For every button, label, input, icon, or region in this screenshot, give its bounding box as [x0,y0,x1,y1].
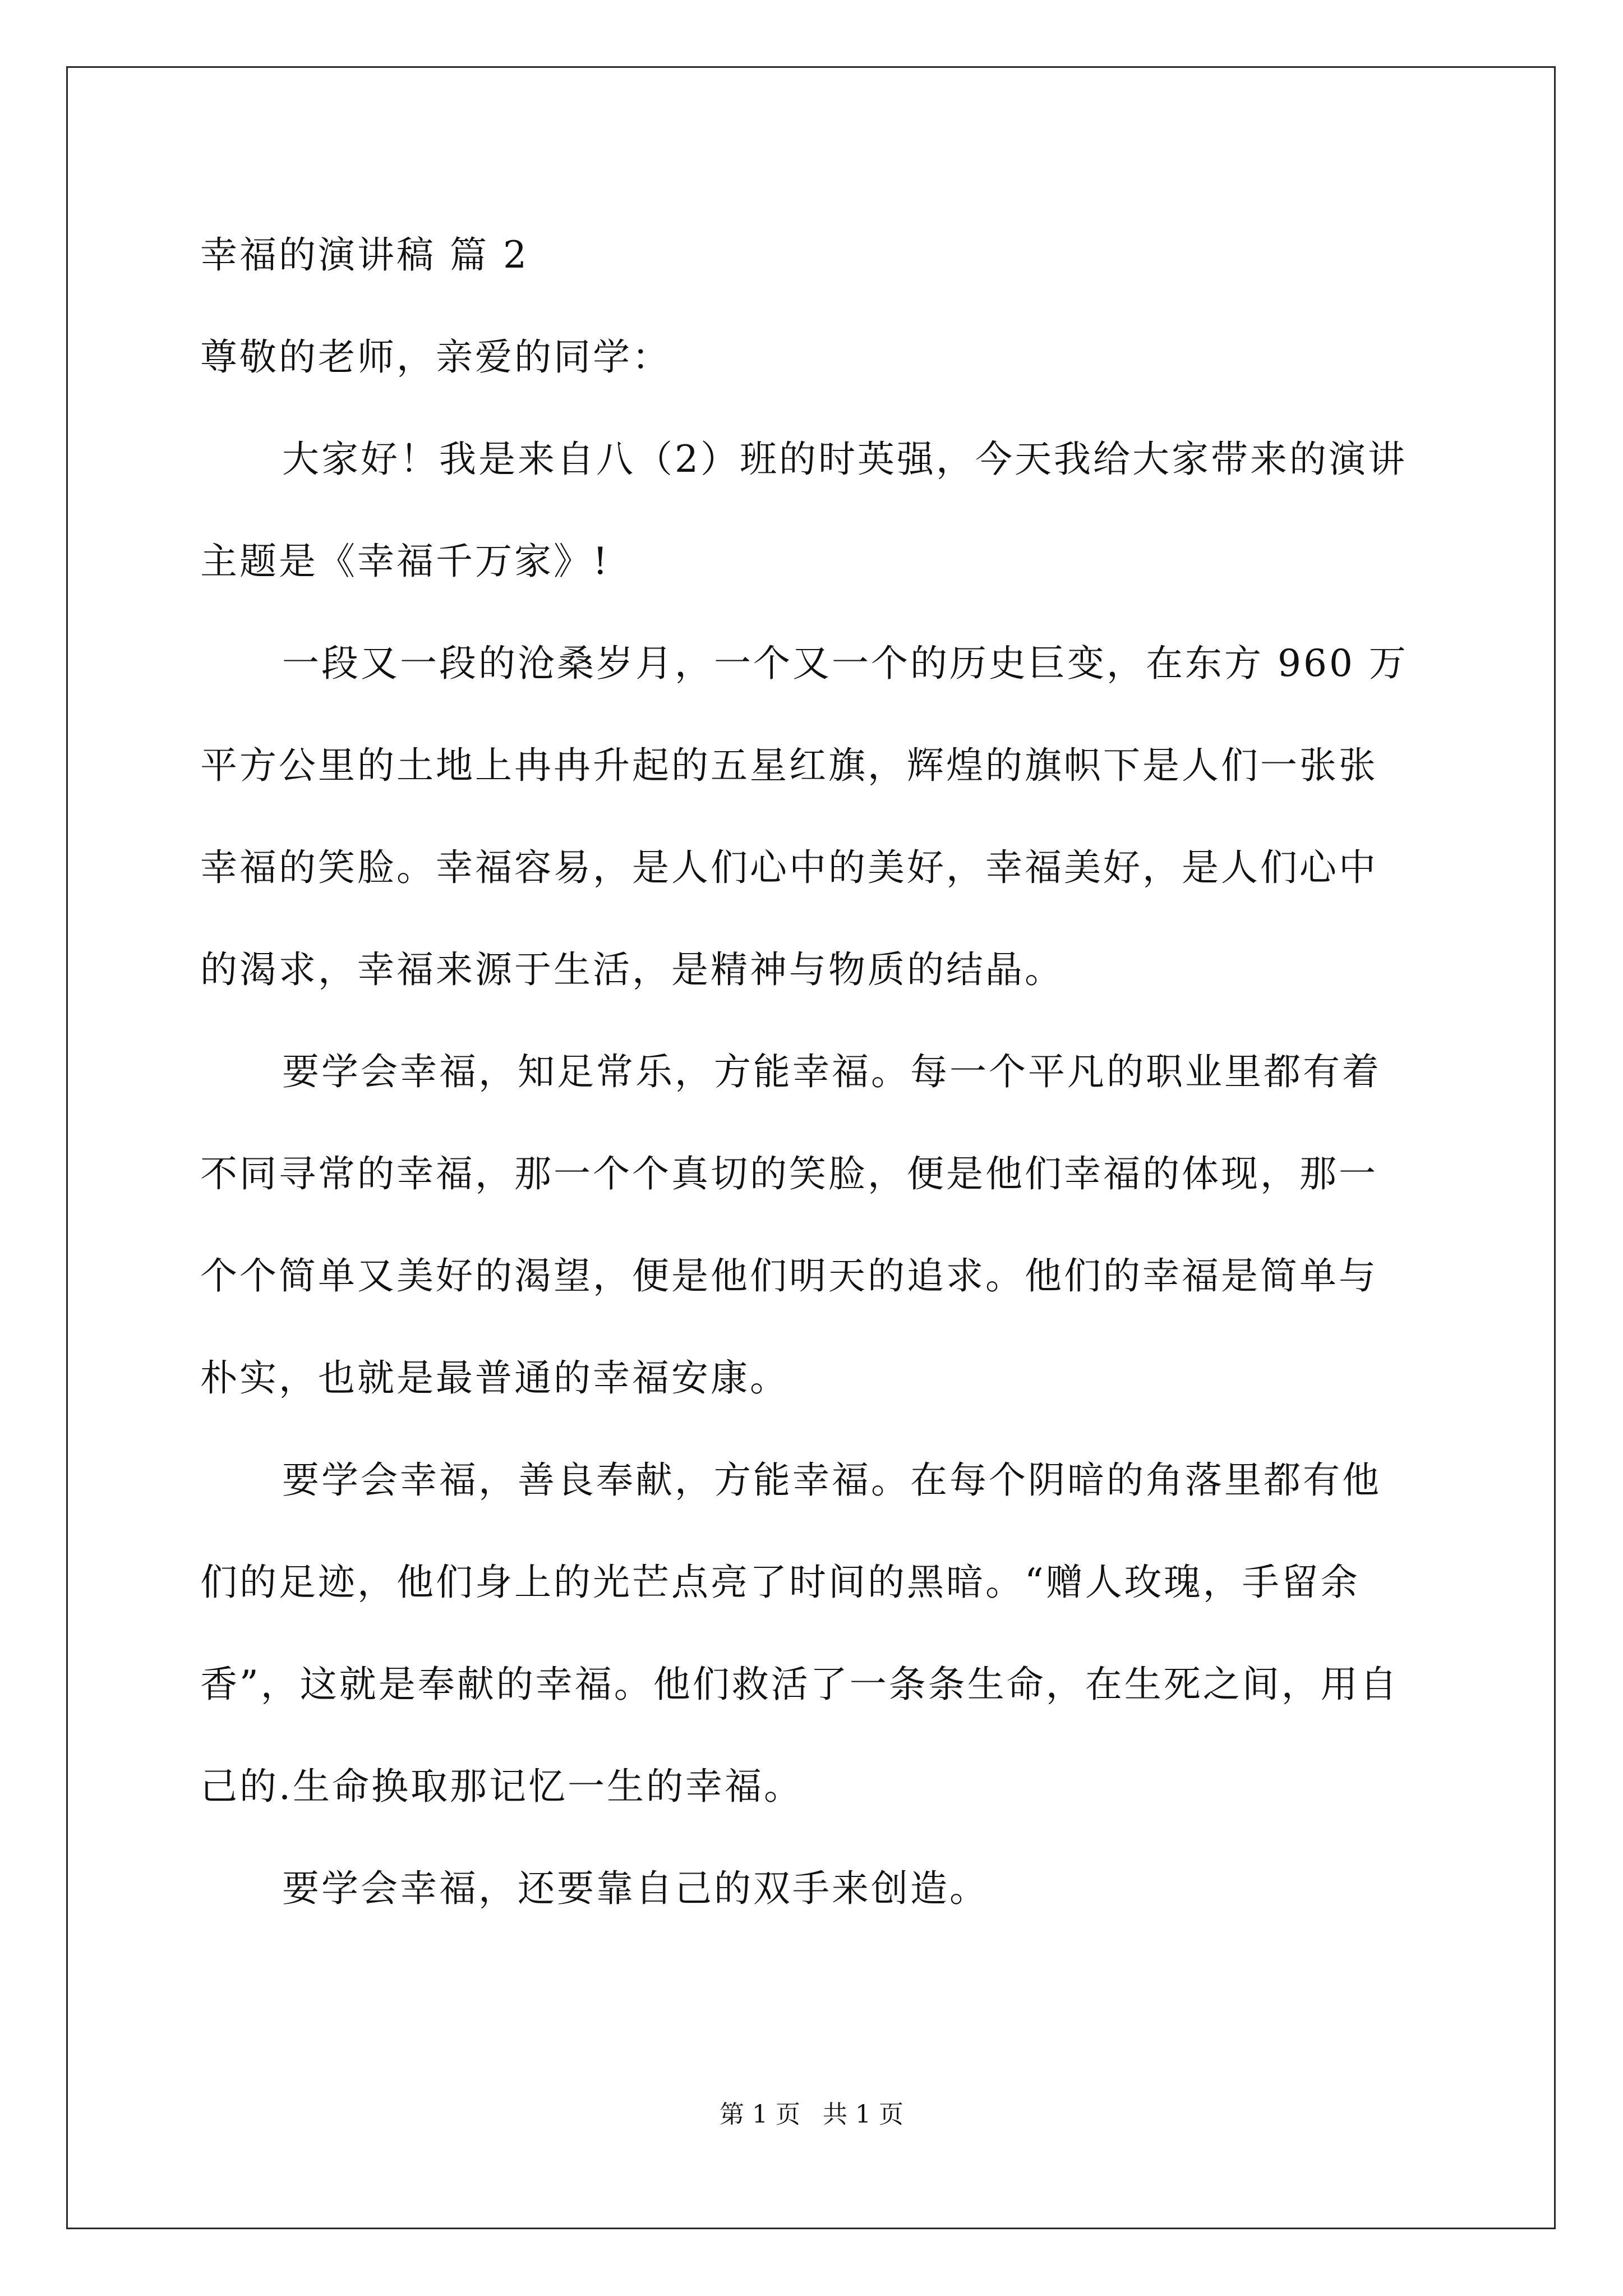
paragraph-line: 的渴求，幸福来源于生活，是精神与物质的结晶。 [200,948,1064,991]
paragraph-line: 要学会幸福，还要靠自己的双手来创造。 [282,1867,989,1910]
paragraph [200,633,1426,1001]
paragraph-line: 朴实，也就是最普通的幸福安康。 [200,1356,789,1400]
paragraph-line: 要学会幸福，善良奉献，方能幸福。在每个阴暗的角落里都有他 [282,1458,1381,1502]
paragraph-line: 们的足迹，他们身上的光芒点亮了时间的黑暗。“赠人玫瑰，手留余 [200,1561,1360,1604]
paragraph [200,1450,1426,1818]
paragraph-line: 幸福的笑脸。幸福容易，是人们心中的美好，幸福美好，是人们心中 [200,846,1378,889]
paragraph-line: 己的.生命换取那记忆一生的幸福。 [200,1765,803,1808]
document-body [200,224,1426,1920]
page-number: 第 1 页 [720,2100,800,2129]
paragraph-line: 一段又一段的沧桑岁月，一个又一个的历史巨变，在东方 960 万 [282,642,1408,685]
paragraph [200,429,1426,592]
salutation: 尊敬的老师，亲爱的同学： [200,335,671,379]
paragraph [200,1858,1426,1920]
paragraph-line: 要学会幸福，知足常乐，方能幸福。每一个平凡的职业里都有着 [282,1050,1381,1093]
paragraph-line: 不同寻常的幸福，那一个个真切的笑脸，便是他们幸福的体现，那一 [200,1152,1378,1195]
paragraph-line: 香”，这就是奉献的幸福。他们救活了一条条生命，在生死之间，用自 [200,1663,1399,1706]
paragraph [200,1041,1426,1409]
page-total: 共 1 页 [823,2100,903,2129]
document-title: 幸福的演讲稿 篇 2 [200,233,529,277]
paragraph-line: 大家好！我是来自八（2）班的时英强，今天我给大家带来的演讲 [282,438,1407,481]
paragraph-line: 个个简单又美好的渴望，便是他们明天的追求。他们的幸福是简单与 [200,1254,1378,1297]
page-footer [0,2098,1623,2132]
paragraph-line: 主题是《幸福千万家》! [200,540,610,583]
paragraph-line: 平方公里的土地上冉冉升起的五星红旗，辉煌的旗帜下是人们一张张 [200,744,1378,787]
